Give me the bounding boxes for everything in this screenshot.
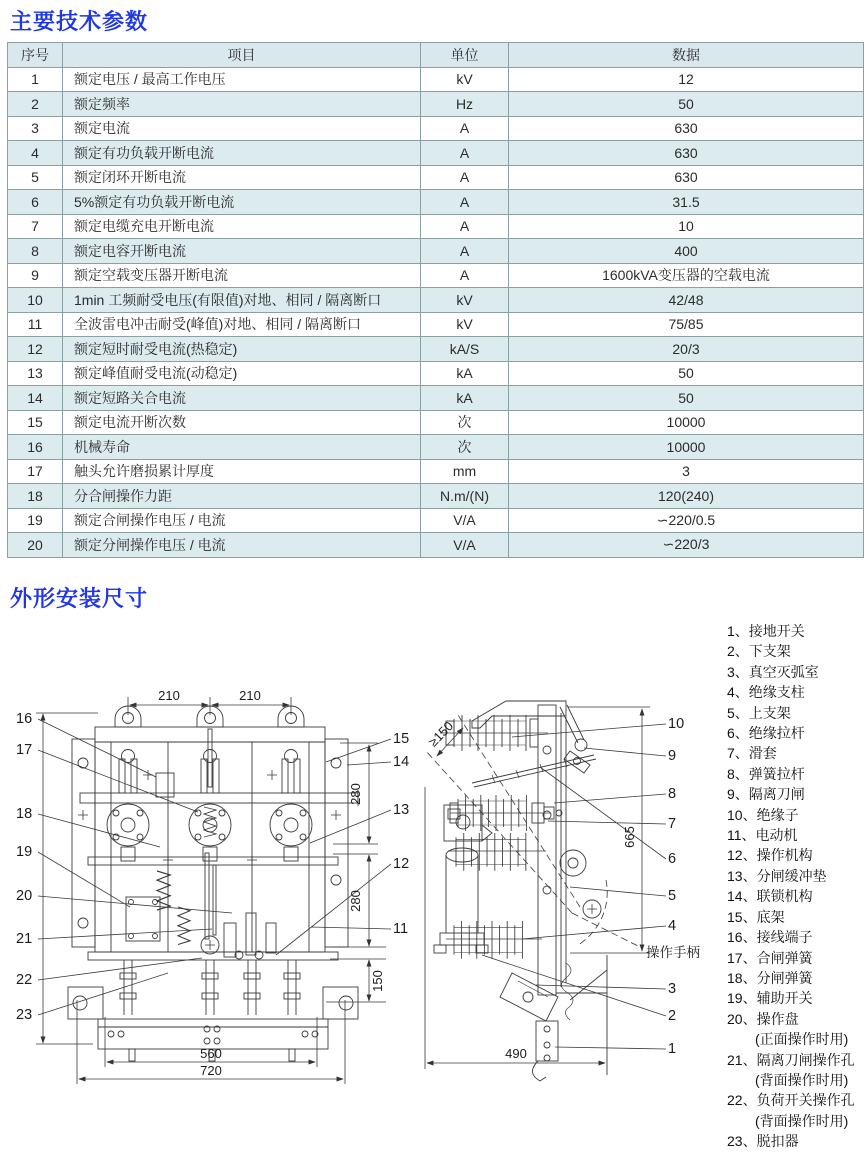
cell-data: 42/48 [509,288,864,313]
legend-item: 21、隔离刀闸操作孔 [727,1051,855,1068]
table-row [8,459,864,484]
dim-280-mid: 280 [348,890,363,912]
cell-data: 120(240) [509,484,864,509]
cell-index: 10 [8,288,63,313]
dim-720: 720 [200,1063,222,1078]
front-structure [68,706,358,1061]
dim-150: 150 [370,970,385,992]
table-header-row [8,43,864,68]
cell-item: 额定合闸操作电压 / 电流 [63,508,421,533]
dim-210-right: 210 [239,688,261,703]
legend-item: 18、分闸弹簧 [727,969,813,986]
parts-legend [727,621,867,1152]
callout-6: 6 [668,851,677,867]
cell-item: 分合闸操作力距 [63,484,421,509]
dim-560: 560 [200,1046,222,1061]
legend-item: 1、接地开关 [727,623,805,639]
cell-item: 5%额定有功负载开断电流 [63,190,421,215]
cell-index: 8 [8,239,63,264]
cell-item: 机械寿命 [63,435,421,460]
callout-13: 13 [393,802,410,818]
dim-280-upper: 280 [348,783,363,805]
callout-21: 21 [16,931,33,947]
cell-data: 400 [509,239,864,264]
legend-item: 8、弹簧拉杆 [727,765,805,782]
cell-unit: kA [421,361,509,386]
cell-item: 触头允许磨损累计厚度 [63,459,421,484]
cell-data: 630 [509,165,864,190]
callout-8: 8 [668,786,677,802]
cell-index: 6 [8,190,63,215]
cell-index: 7 [8,214,63,239]
callout-19: 19 [16,844,33,860]
cell-item: 额定有功负载开断电流 [63,141,421,166]
cell-unit: V/A [421,533,509,558]
cell-data: 12 [509,67,864,92]
callout-1: 1 [668,1041,677,1057]
section-title-dimensions: 外形安装尺寸 [10,586,149,611]
legend-item: 6、绝缘拉杆 [727,725,805,742]
handle-swing-lines [426,715,642,948]
table-row [8,435,864,460]
legend-item: 20、操作盘 [727,1010,799,1027]
legend-item: 12、操作机构 [727,847,813,864]
callout-2: 2 [668,1008,677,1024]
legend-item: (背面操作时用) [727,1112,849,1129]
cell-item: 1min 工频耐受电压(有限值)对地、相同 / 隔离断口 [63,288,421,313]
legend-item: 4、绝缘支柱 [727,684,805,701]
col-header-unit: 单位 [421,43,509,68]
cell-unit: A [421,190,509,215]
callout-9: 9 [668,748,677,764]
table-row [8,141,864,166]
cell-data: 10000 [509,410,864,435]
cell-unit: kA [421,386,509,411]
cell-item: 额定电流开断次数 [63,410,421,435]
cell-index: 14 [8,386,63,411]
legend-item: (正面操作时用) [727,1031,849,1048]
dim-490: 490 [505,1046,527,1061]
table-row [8,410,864,435]
table-row [8,116,864,141]
legend-item: 3、真空灭弧室 [727,663,819,680]
callout-5: 5 [668,888,677,904]
front-dimension-lines [36,697,386,1084]
cell-unit: mm [421,459,509,484]
cell-data: ∽220/0.5 [509,508,864,533]
cell-index: 18 [8,484,63,509]
cell-item: 额定频率 [63,92,421,117]
cell-data: ∽220/3 [509,533,864,558]
cell-index: 19 [8,508,63,533]
parameters-table [7,42,864,558]
callout-3: 3 [668,981,677,997]
cell-unit: A [421,214,509,239]
dim-clearance-150: ≥150 [425,718,457,750]
callout-11: 11 [393,921,409,937]
cell-index: 5 [8,165,63,190]
cell-data: 50 [509,361,864,386]
table-row [8,337,864,362]
cell-data: 50 [509,386,864,411]
col-header-item: 项目 [63,43,421,68]
cell-unit: A [421,239,509,264]
cell-unit: kV [421,67,509,92]
cell-index: 17 [8,459,63,484]
side-callout-leaders [482,724,666,1049]
table-row [8,214,864,239]
front-view-drawing [8,655,448,1125]
cell-unit: 次 [421,435,509,460]
legend-item: 7、滑套 [727,745,777,762]
callout-7: 7 [668,816,677,832]
table-row [8,92,864,117]
legend-item: 19、辅助开关 [727,990,813,1007]
cell-item: 额定短时耐受电流(热稳定) [63,337,421,362]
side-structure [434,701,607,1081]
cell-data: 630 [509,116,864,141]
cell-unit: kV [421,312,509,337]
legend-item: 17、合闸弹簧 [727,949,813,966]
cell-index: 4 [8,141,63,166]
legend-item: 15、底架 [727,908,785,925]
cell-item: 额定闭环开断电流 [63,165,421,190]
section-title-parameters: 主要技术参数 [10,9,149,34]
legend-item: 9、隔离刀闸 [727,786,805,803]
table-row [8,288,864,313]
cell-unit: 次 [421,410,509,435]
dim-210-left: 210 [158,688,180,703]
cell-index: 15 [8,410,63,435]
callout-16: 16 [16,711,33,727]
cell-item: 额定电压 / 最高工作电压 [63,67,421,92]
table-row [8,386,864,411]
cell-index: 12 [8,337,63,362]
cell-unit: Hz [421,92,509,117]
cell-unit: A [421,165,509,190]
cell-index: 16 [8,435,63,460]
callout-22: 22 [16,972,33,988]
cell-data: 3 [509,459,864,484]
legend-item: 14、联锁机构 [727,888,813,905]
table-row [8,312,864,337]
callout-10: 10 [668,716,685,732]
callout-4: 4 [668,918,677,934]
cell-index: 11 [8,312,63,337]
callout-17: 17 [16,742,33,758]
legend-item: 13、分闸缓冲垫 [727,867,827,884]
cell-data: 10 [509,214,864,239]
legend-item: (背面操作时用) [727,1071,849,1088]
front-callout-leaders [38,719,391,1015]
legend-item: 2、下支架 [727,643,791,660]
cell-data: 20/3 [509,337,864,362]
legend-item: 10、绝缘子 [727,806,799,823]
cell-item: 额定电容开断电流 [63,239,421,264]
legend-item: 23、脱扣器 [727,1133,799,1150]
cell-index: 2 [8,92,63,117]
dim-665: 665 [622,826,637,848]
cell-unit: A [421,116,509,141]
cell-item: 额定电流 [63,116,421,141]
cell-unit: V/A [421,508,509,533]
table-row [8,533,864,558]
handle-label: 操作手柄 [646,945,700,960]
cell-item: 额定电缆充电开断电流 [63,214,421,239]
cell-item: 额定空载变压器开断电流 [63,263,421,288]
cell-data: 31.5 [509,190,864,215]
cell-index: 20 [8,533,63,558]
cell-item: 额定峰值耐受电流(动稳定) [63,361,421,386]
table-row [8,190,864,215]
cell-data: 1600kVA变压器的空载电流 [509,263,864,288]
cell-unit: kV [421,288,509,313]
table-row [8,263,864,288]
callout-12: 12 [393,856,410,872]
cell-index: 1 [8,67,63,92]
callout-20: 20 [16,888,33,904]
cell-item: 额定分闸操作电压 / 电流 [63,533,421,558]
legend-item: 11、电动机 [727,827,798,844]
cell-unit: N.m/(N) [421,484,509,509]
cell-unit: kA/S [421,337,509,362]
callout-18: 18 [16,806,33,822]
col-header-data: 数据 [509,43,864,68]
cell-data: 10000 [509,435,864,460]
table-row [8,361,864,386]
cell-index: 9 [8,263,63,288]
col-header-index: 序号 [8,43,63,68]
cell-item: 额定短路关合电流 [63,386,421,411]
callout-23: 23 [16,1007,33,1023]
legend-item: 22、负荷开关操作孔 [727,1092,855,1109]
cell-index: 13 [8,361,63,386]
cell-item: 全波雷电冲击耐受(峰值)对地、相同 / 隔离断口 [63,312,421,337]
legend-item: 16、接线端子 [727,929,813,946]
cell-data: 50 [509,92,864,117]
cell-data: 630 [509,141,864,166]
side-dimension-lines [425,707,650,1069]
cell-unit: A [421,263,509,288]
side-view-drawing [420,655,720,1125]
table-row [8,239,864,264]
cell-index: 3 [8,116,63,141]
callout-15: 15 [393,731,410,747]
table-row [8,165,864,190]
cell-unit: A [421,141,509,166]
callout-14: 14 [393,754,410,770]
legend-item: 5、上支架 [727,704,791,721]
table-row [8,484,864,509]
table-row [8,67,864,92]
cell-data: 75/85 [509,312,864,337]
table-row [8,508,864,533]
